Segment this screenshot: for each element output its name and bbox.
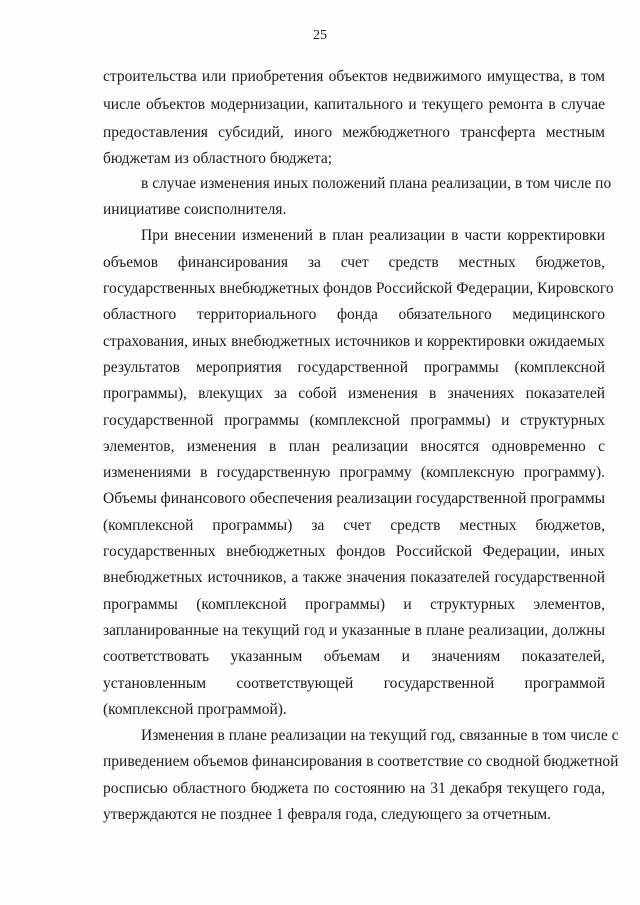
- text-line: программы), влекущих за собой изменения в значениях показателей: [103, 385, 605, 402]
- text-line: приведением объемов финансирования в соответствие со сводной бюджетной: [103, 753, 619, 770]
- page-number: 25: [313, 28, 327, 43]
- text-line: объемов финансирования за счет средств местных бюджетов,: [103, 254, 605, 271]
- text-line: соответствовать указанным объемам и значениям показателей,: [103, 648, 605, 665]
- text-line: Объемы финансового обеспечения реализации государственной программы: [103, 490, 606, 507]
- text-line: строительства или приобретения объектов недвижимого имущества, в том: [103, 68, 605, 85]
- text-line: государственной программы (комплексной программы) и структурных: [103, 412, 605, 429]
- text-line: внебюджетных источников, а также значения показателей государственной: [103, 569, 605, 586]
- text-line: областного территориального фонда обязательного медицинского: [103, 306, 605, 323]
- text-line: бюджетам из областного бюджета;: [103, 150, 333, 167]
- text-line: государственных внебюджетных фондов Российской Федерации, Кировского: [103, 280, 614, 297]
- text-line: элементов, изменения в план реализации вносятся одновременно с: [103, 438, 605, 455]
- text-line: изменениями в государственную программу (комплексную программу).: [103, 464, 605, 481]
- text-line: программы (комплексной программы) и структурных элементов,: [103, 596, 605, 613]
- text-line: государственных внебюджетных фондов Российской Федерации, иных: [103, 543, 605, 560]
- text-line: результатов мероприятия государственной программы (комплексной: [103, 359, 605, 376]
- text-line: страхования, иных внебюджетных источников и корректировки ожидаемых: [103, 333, 605, 350]
- text-line: числе объектов модернизации, капитального и текущего ремонта в случае: [103, 96, 605, 113]
- text-line: утверждаются не позднее 1 февраля года, следующего за отчетным.: [103, 806, 551, 823]
- text-line: При внесении изменений в план реализации в части корректировки: [141, 227, 605, 244]
- text-line: росписью областного бюджета по состоянию на 31 декабря текущего года,: [103, 780, 605, 797]
- text-line: Изменения в плане реализации на текущий год, связанные в том числе с: [141, 727, 619, 744]
- text-line: инициативе соисполнителя.: [103, 201, 287, 218]
- text-line: (комплексной программой).: [103, 701, 287, 718]
- text-line: (комплексной программы) за счет средств местных бюджетов,: [103, 517, 605, 534]
- text-line: предоставления субсидий, иного межбюджетного трансферта местным: [103, 124, 605, 141]
- text-line: запланированные на текущий год и указанные в плане реализации, должны: [103, 622, 605, 639]
- text-line: установленным соответствующей государственной программой: [103, 675, 605, 692]
- text-line: в случае изменения иных положений плана реализации, в том числе по: [141, 175, 612, 192]
